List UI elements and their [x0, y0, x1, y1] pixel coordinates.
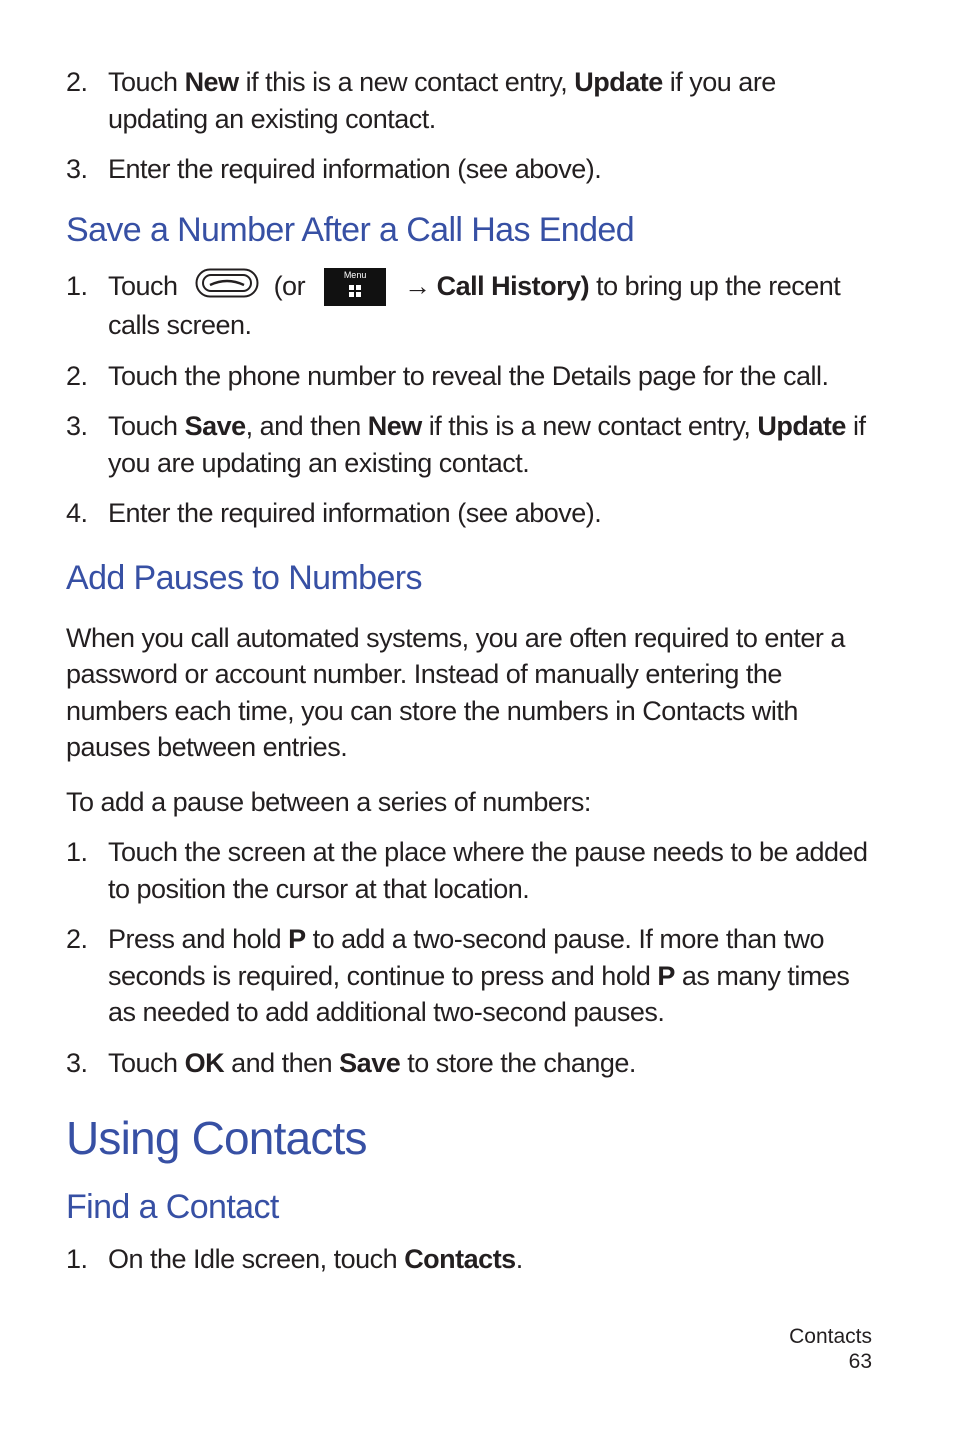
- step-text: [108, 1241, 872, 1278]
- text-run: to add a two-second pause. If more than two seconds is required, continue to press and hold: [108, 924, 824, 991]
- text-run: if this is a new contact entry,: [238, 67, 575, 97]
- text-run: On the Idle screen, touch: [108, 1244, 405, 1275]
- step-text: Enter the required information (see above).: [108, 154, 602, 184]
- step-text: [108, 1045, 872, 1082]
- bold-save: Save: [339, 1047, 401, 1078]
- bold-p: P: [288, 924, 306, 955]
- text-run: Touch: [108, 1047, 185, 1078]
- pause-intro-paragraph: When you call automated systems, you are often required to enter a password or account number. Instead of manually entering the numbers each time, you can store the numbers in Contacts with pauses between entries.: [66, 622, 845, 763]
- text-run: Touch: [108, 67, 185, 97]
- step-text: [108, 408, 872, 481]
- find-step-1: [66, 1241, 872, 1278]
- step-number: 2.: [66, 67, 88, 97]
- text-run: to store the change.: [400, 1047, 636, 1078]
- phone-key-icon: [195, 268, 259, 308]
- bold-new: New: [184, 67, 239, 97]
- footer-section-name: Contacts: [789, 1325, 872, 1348]
- section-title-add-pauses: Add Pauses to Numbers: [66, 558, 422, 597]
- page-content: [66, 64, 872, 1292]
- bold-p: P: [657, 960, 675, 991]
- menu-key-icon: [324, 268, 386, 306]
- step-number: 1.: [66, 837, 88, 868]
- bold-contacts: Contacts: [404, 1244, 516, 1275]
- text-run: , and then: [245, 411, 368, 442]
- text-run: Press and hold: [108, 924, 289, 955]
- text-run: if this is a new contact entry,: [421, 411, 758, 442]
- step-top-3: [66, 151, 872, 188]
- step-number: 3.: [66, 411, 88, 442]
- save-step-3: [66, 408, 872, 481]
- bold-update: Update: [757, 411, 846, 442]
- save-step-4: [66, 495, 872, 532]
- step-number: 3.: [66, 154, 88, 184]
- step-text: Touch the screen at the place where the pause needs to be added to position the cursor at that location.: [108, 837, 868, 904]
- pause-step-2: [66, 921, 872, 1031]
- section-title-find-contact: Find a Contact: [66, 1188, 279, 1227]
- text-run: (or: [266, 270, 313, 301]
- text-run: if you are updating an existing contact.: [108, 411, 866, 478]
- step-number: 2.: [66, 360, 88, 391]
- step-number: 4.: [66, 498, 88, 529]
- step-number: 2.: [66, 924, 88, 955]
- step-text: [108, 921, 872, 1031]
- bold-new: New: [367, 411, 422, 442]
- text-run: Touch: [108, 270, 185, 301]
- pause-step-1: [66, 834, 872, 907]
- text-run: and then: [224, 1047, 340, 1078]
- step-text: [108, 268, 872, 344]
- save-step-2: [66, 358, 872, 395]
- bold-update: Update: [574, 67, 663, 97]
- step-number: 3.: [66, 1047, 88, 1078]
- pause-step-3: [66, 1045, 872, 1082]
- step-number: 1.: [66, 270, 88, 301]
- pause-lead-paragraph: To add a pause between a series of numbers:: [66, 786, 591, 817]
- footer-page-number: 63: [848, 1350, 872, 1373]
- step-number: 1.: [66, 1244, 88, 1275]
- text-run: .: [515, 1244, 523, 1275]
- menu-icon-label: Menu: [343, 270, 367, 281]
- step-text: Enter the required information (see above).: [108, 498, 602, 529]
- text-run: Touch: [108, 411, 185, 442]
- bold-ok: OK: [184, 1047, 225, 1078]
- text-run: as many times as needed to add additional two-second pauses.: [108, 960, 850, 1028]
- page-footer: [789, 1324, 872, 1374]
- save-step-1: [66, 268, 872, 344]
- bold-save: Save: [184, 411, 246, 442]
- step-top-2: [66, 64, 872, 137]
- bold-call-history: Call History): [436, 270, 590, 301]
- arrow-icon: →: [404, 270, 431, 301]
- step-text: Touch the phone number to reveal the Details page for the call.: [108, 360, 829, 391]
- text-run: to bring up the recent calls screen.: [108, 270, 841, 341]
- chapter-title-using-contacts: Using Contacts: [66, 1112, 367, 1165]
- text-run: if you are updating an existing contact.: [108, 67, 776, 134]
- section-title-save-number: Save a Number After a Call Has Ended: [66, 210, 635, 249]
- step-text: [108, 64, 872, 137]
